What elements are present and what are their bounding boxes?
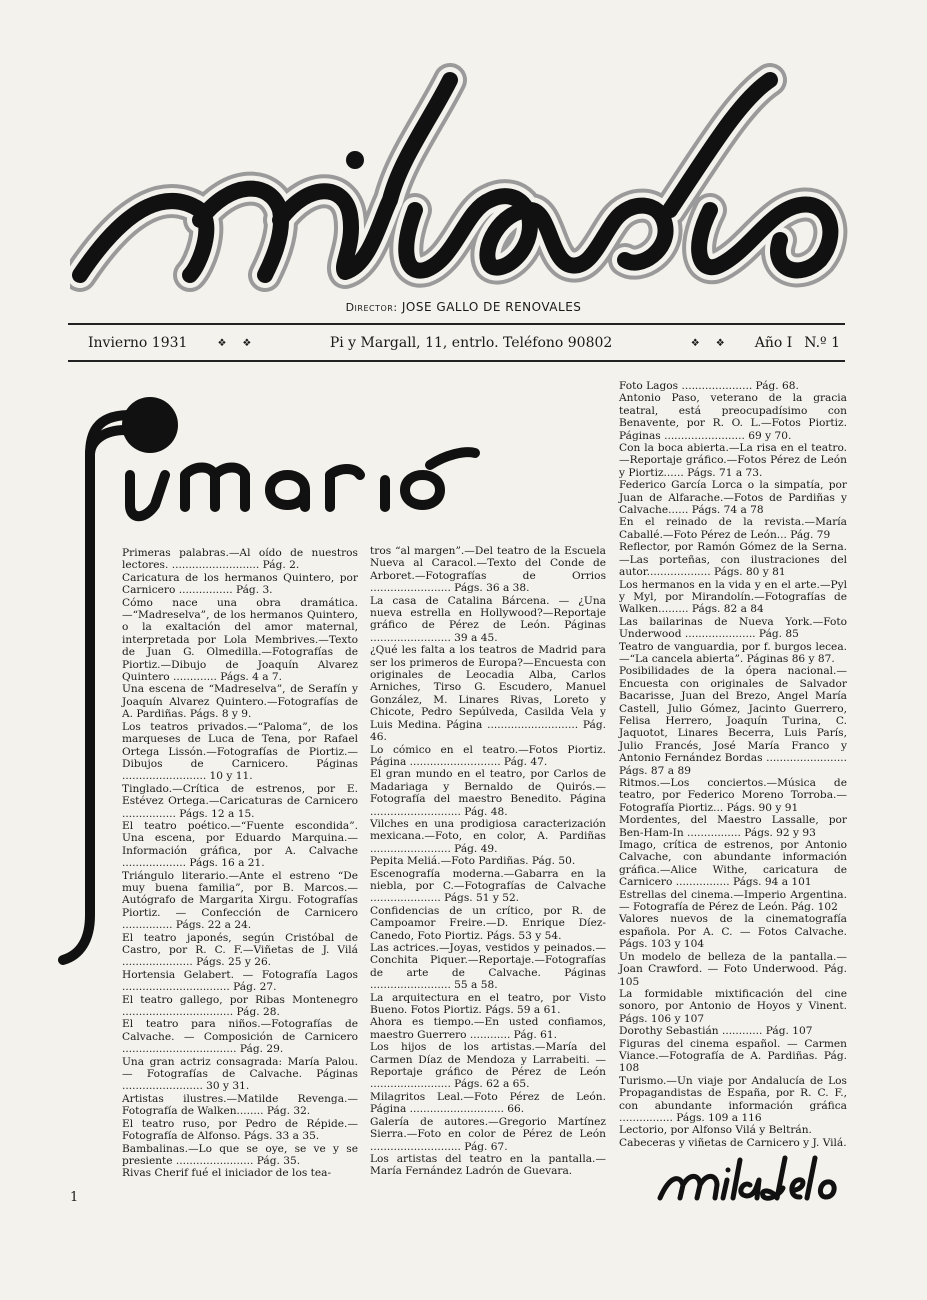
contents-entry: Artistas ilustres.—Matilde Revenga.—Fotografía de Walken........ Pág. 32. [122,1092,358,1118]
contents-entry: El teatro japonés, según Cristóbal de Castro, por R. C. F.—Viñetas de J. Vilá ..................... Págs. 25 y 26. [122,931,358,969]
contents-column-3 [619,380,847,1149]
contents-entry: Cabeceras y viñetas de Carnicero y J. Vilá. [619,1136,847,1149]
contents-entry: Antonio Paso, veterano de la gracia teatral, está preocupadísimo con Benavente, por R. O. L.—Fotos Piortiz. Páginas ........................ 69 y 70. [619,392,847,442]
contents-column-2 [370,545,606,1178]
contents-entry: Las bailarinas de Nueva York.—Foto Underwood ..................... Pág. 85 [619,615,847,641]
contents-entry: Caricatura de los hermanos Quintero, por Carnicero ................ Pág. 3. [122,571,358,597]
diamond-ornament-icon: ❖ [690,337,700,349]
issue-address: Pi y Margall, 11, entrlo. Teléfono 90802 [329,335,613,351]
issue-season: Invierno 1931 [88,335,188,351]
contents-entry: El teatro gallego, por Ribas Montenegro ................................. Pág. 28. [122,993,358,1019]
contents-entry: Una gran actriz consagrada: María Palou. — Fotografías de Calvache. Páginas ........................ 30 y 31. [122,1055,358,1093]
contents-entry: Reflector, por Ramón Gómez de la Serna.—Las porteñas, con ilustraciones del autor................... Págs. 80 y 81 [619,541,847,579]
contents-entry: El teatro para niños.—Fotografías de Calvache. — Composición de Carnicero .................................. Pág. 29. [122,1018,358,1056]
masthead-script-logo [70,60,860,300]
contents-entry: El gran mundo en el teatro, por Carlos de Madariaga y Bernaldo de Quirós.—Fotografía del maestro Benedito. Página ........................... Pág. 48. [370,768,606,818]
issue-number: N.º 1 [804,335,840,351]
contents-entry: Los hijos de los artistas.—María del Carmen Díaz de Mendoza y Larrabeiti. — Reportaje gráfico de Pérez de León ........................ Págs. 62 a 65. [370,1041,606,1091]
page-number: 1 [70,1190,79,1205]
contents-entry: Teatro de vanguardia, por f. burgos lecea.—“La cancela abierta”. Páginas 86 y 87. [619,640,847,665]
contents-entry: Turismo.—Un viaje por Andalucía de Los Propagandistas de España, por R. C. F., con abundante información gráfica ................ Págs. 109 a 116 [619,1074,847,1124]
contents-entry: Con la boca abierta.—La risa en el teatro.—Reportaje gráfico.—Fotos Pérez de León y Piortiz...... Págs. 71 a 73. [619,442,847,479]
contents-entry: ¿Qué les falta a los teatros de Madrid para ser los primeros de Europa?—Encuesta con originales de Leocadia Alba, Carlos Arniches, Tirso G. Escudero, Manuel González, M. Linares Rivas, Loreto y Chicote, Pedro Sepúlveda, Casilda Vela y Luis Medina. Página ........................... Pág. 46. [370,644,606,744]
contents-entry: Triángulo literario.—Ante el estreno “De muy buena familia”, por B. Marcos.—Autógrafo de Margarita Xirgu. Fotografías Piortiz. — Confección de Carnicero ............... Págs. 22 a 24. [122,869,358,932]
contents-entry: Milagritos Leal.—Foto Pérez de León. Página ............................ 66. [370,1090,606,1116]
contents-entry: Los artistas del teatro en la pantalla.—María Fernández Ladrón de Guevara. [370,1152,606,1178]
director-line [0,300,927,314]
diamond-ornament-icon: ❖ [715,337,725,349]
contents-entry: En el reinado de la revista.—María Caballé.—Foto Pérez de León... Pág. 79 [619,516,847,541]
contents-entry: Pepita Meliá.—Foto Pardiñas. Pág. 50. [370,855,576,868]
contents-entry: Bambalinas.—Lo que se oye, se ve y se presiente ....................... Pág. 35. [122,1142,358,1167]
contents-entry: Lo cómico en el teatro.—Fotos Piortiz. Página ........................... Pág. 47. [370,743,606,768]
contents-entry: El teatro ruso, por Pedro de Répide.—Fotografía de Alfonso. Págs. 33 a 35. [122,1117,358,1143]
contents-entry: Una escena de “Madreselva”, de Serafín y Joaquín Alvarez Quintero.—Fotografías de A. Pardiñas. Págs. 8 y 9. [122,683,358,721]
header-rule-top [68,323,845,325]
sumario-dot [122,397,178,453]
masthead-logo [70,60,860,300]
header-rule-bottom [68,360,845,362]
contents-entry: Ritmos.—Los conciertos.—Música de teatro, por Federico Moreno Torroba.—Fotografía Piortiz... Págs. 90 y 91 [619,777,847,814]
footer-script-logo [655,1150,840,1205]
diamond-ornament-icon: ❖ [242,337,252,349]
issue-year: Año I [754,335,793,351]
contents-entry: Tinglado.—Crítica de estrenos, por E. Estévez Ortega.—Caricaturas de Carnicero ................ Págs. 12 a 15. [122,782,358,820]
contents-entry: Estrellas del cinema.—Imperio Argentina. — Fotografía de Pérez de León. Pág. 102 [619,888,847,914]
contents-entry: Confidencias de un crítico, por R. de Campoamor Freire.—D. Enrique Díez-Canedo, Foto Piortiz. Págs. 53 y 54. [370,904,606,942]
contents-entry: Vilches en una prodigiosa caracterización mexicana.—Foto, en color, A. Pardiñas ........................ Pág. 49. [370,817,606,855]
contents-entry: tros “al margen”.—Del teatro de la Escuela Nueva al Caracol.—Texto del Conde de Arboret.—Fotografías de Orrios ........................ Págs. 36 a 38. [370,545,606,595]
footer-logo [655,1150,840,1209]
contents-entry: Valores nuevos de la cinematografía española. Por A. C. — Fotos Calvache. Págs. 103 y 104 [619,913,847,951]
contents-entry: Foto Lagos ..................... Pág. 68. [619,380,799,392]
contents-entry: Ahora es tiempo.—En usted confiamos, maestro Guerrero ............ Pág. 61. [370,1016,606,1041]
contents-entry: Dorothy Sebastián ............ Pág. 107 [619,1025,813,1038]
director-label: Director: [345,301,398,314]
contents-entry: Un modelo de belleza de la pantalla.—Joan Crawford. — Foto Underwood. Pág. 105 [619,950,847,988]
contents-entry: Cómo nace una obra dramática.—“Madreselva”, de los hermanos Quintero, o la exaltación del amor maternal, interpretada por Lola Membrives.—Texto de Juan G. Olmedilla.—Fotografías de Piortiz.—Dibujo de Joaquín Alvarez Quintero ............. Págs. 4 a 7. [122,596,358,684]
contents-entry: Mordentes, del Maestro Lassalle, por Ben-Ham-In ................ Págs. 92 y 93 [619,814,847,839]
contents-entry: Imago, crítica de estrenos, por Antonio Calvache, con abundante información gráfica.—Alice Withe, caricatura de Carnicero ................ Págs. 94 a 101 [619,839,847,889]
contents-entry: La formidable mixtificación del cine sonoro, por Antonio de Hoyos y Vinent. Págs. 106 y 107 [619,987,847,1025]
contents-entry: Hortensia Gelabert. — Fotografía Lagos ................................ Pág. 27. [122,968,358,994]
issue-info-bar [88,332,840,354]
contents-entry: Los teatros privados.—“Paloma”, de los marqueses de Luca de Tena, por Rafael Ortega Lissón.—Fotografías de Piortiz.—Dibujos de Carnicero. Páginas ......................... 10 y 11. [122,720,358,783]
contents-entry: El teatro poético.—“Fuente escondida”. Una escena, por Eduardo Marquina.—Información gráfica, por A. Calvache ................... Págs. 16 a 21. [122,819,358,870]
contents-entry: Federico García Lorca o la simpatía, por Juan de Alfarache.—Fotos de Pardiñas y Calvache...... Págs. 74 a 78 [619,479,847,517]
contents-column-1 [122,547,358,1180]
contents-entry: Rivas Cherif fué el iniciador de los tea- [122,1167,332,1180]
contents-entry: Figuras del cinema español. — Carmen Viance.—Fotografía de A. Pardiñas. Pág. 108 [619,1037,847,1075]
director-name: JOSE GALLO DE RENOVALES [401,300,582,314]
contents-entry: La arquitectura en el teatro, por Visto Bueno. Fotos Piortiz. Págs. 59 a 61. [370,991,606,1017]
contents-entry: La casa de Catalina Bárcena. — ¿Una nueva estrella en Hollywood?—Reportaje gráfico de Pérez de León. Páginas ........................ 39 a 45. [370,594,606,644]
diamond-ornament-icon: ❖ [217,337,227,349]
contents-entry: Galería de autores.—Gregorio Martínez Sierra.—Foto en color de Pérez de León ........................... Pág. 67. [370,1115,606,1153]
contents-entry: Los hermanos en la vida y en el arte.—Pyl y Myl, por Mirandolín.—Fotografías de Walken......... Págs. 82 a 84 [619,578,847,616]
contents-entry: Primeras palabras.—Al oído de nuestros lectores. .......................... Pág. 2. [122,547,358,572]
contents-entry: Las actrices.—Joyas, vestidos y peinados.—Conchita Piquer.—Reportaje.—Fotografías de arte de Calvache. Páginas ........................ 55 a 58. [370,942,606,992]
contents-entry: Lectorio, por Alfonso Vilá y Beltrán. [619,1124,812,1137]
contents-entry: Escenografía moderna.—Gabarra en la niebla, por C.—Fotografías de Calvache ..................... Págs. 51 y 52. [370,867,606,905]
contents-entry: Posibilidades de la ópera nacional.—Encuesta con originales de Salvador Bacarisse, Juan del Brezo, Angel María Castell, Julio Gómez, Jacinto Guerrero, Felisa Herrero, Joaquín Turina, C. Jaquotot, Linares Becerra, Luis París, Julio Francés, José María Franco y Antonio Fernández Bordas ........................ Págs. 87 a 89 [619,665,847,777]
